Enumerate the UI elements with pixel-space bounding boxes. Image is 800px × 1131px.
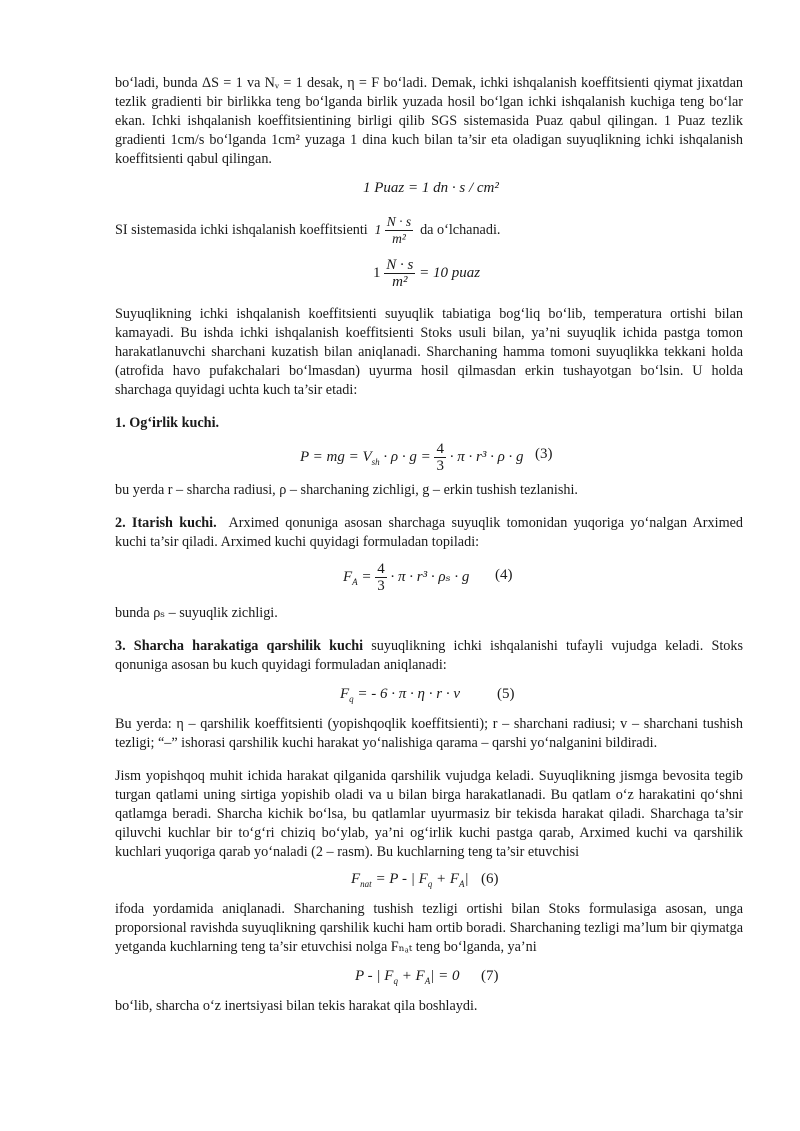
conv-rhs: = 10 puaz [419, 264, 481, 281]
f7-left: P - | F [355, 968, 394, 984]
si-prefix: SI sistemasida ichki ishqalanish koeffitsienti [115, 222, 368, 238]
f3-sub: sh [371, 456, 380, 467]
f3-right: · π · r³ · ρ · g [449, 448, 524, 465]
buoyancy-text: Arximed qonuniga asosan sharchaga suyuqlik tomonidan yuqoriga yo‘nalgan Arximed kuchi ta’sir qiladi. Arximed kuchi quyidagi formuladan topiladi: [115, 515, 743, 550]
conv-den: m² [392, 274, 408, 290]
formula-6-expr [351, 870, 469, 894]
paragraph-buoyancy [115, 514, 743, 552]
f5-sub: q [349, 694, 354, 704]
formula-3-number: (3) [535, 446, 553, 462]
formula-7-number: (7) [481, 968, 499, 984]
formula-4-number: (4) [495, 567, 513, 583]
f5-left: F [340, 686, 350, 702]
document-page [115, 74, 743, 1016]
paragraph-resistance [115, 637, 743, 675]
si-unit-fraction [385, 214, 413, 247]
formula-5 [115, 675, 743, 715]
resistance-text: suyuqlikning ichki ishqalanishi tufayli vujudga keladi. Stoks qonuniga asosan bu kuch quyidagi formuladan aniqlanadi: [115, 638, 743, 673]
f6-sub2: q [427, 879, 433, 889]
f6-right: = P - | F [375, 871, 428, 887]
si-unit-num: N · s [386, 214, 412, 230]
paragraph-conclusion: bo‘lib, sharcha o‘z inertsiyasi bilan tekis harakat qila boshlaydi. [115, 998, 478, 1014]
f7-sub: q [393, 976, 398, 986]
f4-left: F [343, 568, 353, 585]
f4-sub: A [352, 576, 358, 587]
f7-end: | = 0 [430, 968, 460, 984]
formula-6-number: (6) [481, 871, 499, 887]
formula-3-expr [300, 441, 524, 474]
f7-mid: + F [397, 968, 425, 984]
formula-4 [115, 552, 743, 604]
f6-sub3: A [459, 879, 465, 889]
conv-fraction [384, 257, 415, 290]
f6-sub: nat [360, 879, 372, 889]
paragraph-terminal: ifoda yordamida aniqlanadi. Sharchaning tushish tezligi ortishi bilan Stoks formulasiga asosan, unga proporsional ravishda suyuqlikning qarshilik kuchi ham ortib boradi. Sharchaning tezligi ma’lum bir qiymatga yetganda kuchlarning teng ta’sir etuvchisi nolga Fₙₐₜ teng bo‘lganda, ya’ni [115, 901, 743, 955]
f4-eq: = [361, 568, 372, 585]
paragraph-viscous: Jism yopishqoq muhit ichida harakat qilganida qarshilik vujudga keladi. Suyuqlikning jismga bevosita tegib turgan qatlami uning sirtiga yopishib oladi va u bilan birga harakatlanadi. Bu qatlam o‘z harakatini qo‘shni qatlamga beradi. Sharcha kichik bo‘lsa, bu qatlamlar uyurmasiz bir tekisda harakat qiladi. Sharchaga ta’sir qiluvchi kuchlar bir to‘g‘ri chiziq bo‘ylab, ya’ni og‘irlik kuchi pastga qarab, Arximed kuchi va qarshilik kuchlari yuqoriga qarab yo‘naladi (2 – rasm). Bu kuchlarning teng ta’sir etuvchisi [115, 768, 743, 860]
heading-resistance: 3. Sharcha harakatiga qarshilik kuchi [115, 638, 364, 654]
conv-num: N · s [386, 257, 414, 273]
f3-fraction [434, 441, 446, 474]
paragraph-intro: bo‘ladi, bunda ΔS = 1 va Nᵥ = 1 desak, η = F bo‘ladi. Demak, ichki ishqalanish koeffitsienti qiymat jixatdan tezlik gradienti bir birlikka teng bo‘lganda birlik yuzada hosil bo‘lgan ichki ishqalanish kuchiga teng bo‘lar ekan. Ichki ishqalanish koeffitsientining birligi qilib SGS sistemasida Puaz qabul qilingan. 1 Puaz tezlik gradienti 1cm/s bo‘lganda 1cm² yuzaga 1 dina kuch bilan ta’sir eta oladigan suyuqlikning ichki ishqalanish koeffitsienti qabul qilingan. [115, 75, 743, 167]
conv-prefix: 1 [373, 264, 381, 281]
f7-sub2: A [424, 976, 431, 986]
paragraph-resistance-desc: Bu yerda: η – qarshilik koeffitsienti (yopishqoqlik koeffitsienti); r – sharchani radiusi; v – sharchani tushish tezligi; “–” ishorasi qarshilik kuchi harakat yo‘nalishiga qarama – qarshi yo‘nalganini bildiradi. [115, 716, 743, 751]
f5-right: = - 6 · π · η · r · v [357, 686, 460, 702]
f4-frac-num: 4 [377, 561, 385, 577]
heading-buoyancy: 2. Itarish kuchi. [115, 515, 217, 531]
f4-frac-den: 3 [377, 578, 385, 594]
paragraph-density: bunda ρₛ – suyuqlik zichligi. [115, 605, 278, 621]
formula-conversion [115, 249, 743, 305]
f3-left: P = mg = V [300, 448, 372, 465]
formula-5-number: (5) [497, 686, 515, 702]
formula-puaz-expr: 1 Puaz = 1 dn · s / cm² [363, 180, 499, 196]
f3-frac-den: 3 [436, 458, 444, 474]
f6-mid: + F [432, 871, 460, 887]
f6-left: F [351, 871, 361, 887]
f3-frac-num: 4 [436, 441, 444, 457]
formula-conversion-expr [373, 257, 480, 290]
formula-3 [115, 433, 743, 481]
f4-fraction [375, 561, 387, 594]
formula-4-expr [343, 561, 469, 594]
si-unit [371, 214, 416, 247]
formula-puaz [115, 169, 743, 211]
paragraph-stokes: Suyuqlikning ichki ishqalanish koeffitsienti suyuqlik tabiatiga bog‘liq bo‘lib, temperatura ortishi bilan kamayadi. Bu ishda ichki ishqalanish koeffitsienti Stoks usuli bilan, ya’ni suyuqlik ichida pastga tomon harakatlanuvchi sharchani kuzatish bilan aniqlanadi. Sharchaning hamma tomoni suyuqlikka tekkani holda (atrofida havo pufakchalari bo‘lmasdan) uyurma hosil qilmasdan erkin tushayotgan bo‘lsin. U holda sharchaga quyidagi uchta kuch ta’sir etadi: [115, 306, 743, 398]
si-suffix: da o‘lchanadi. [420, 222, 501, 238]
paragraph-si [115, 211, 743, 249]
formula-6 [115, 862, 743, 900]
formula-5-expr [340, 685, 460, 709]
f6-end: | [464, 871, 469, 887]
heading-gravity: 1. Og‘irlik kuchi. [115, 415, 220, 431]
si-unit-prefix: 1 [374, 222, 382, 237]
formula-7 [115, 957, 743, 997]
f3-mid: · ρ · g = [383, 448, 431, 465]
si-unit-den: m² [392, 231, 406, 247]
f4-right: · π · r³ · ρₛ · g [390, 568, 470, 585]
formula-7-expr [355, 967, 459, 991]
paragraph-gravity-desc: bu yerda r – sharcha radiusi, ρ – sharchaning zichligi, g – erkin tushish tezlanishi. [115, 482, 578, 498]
